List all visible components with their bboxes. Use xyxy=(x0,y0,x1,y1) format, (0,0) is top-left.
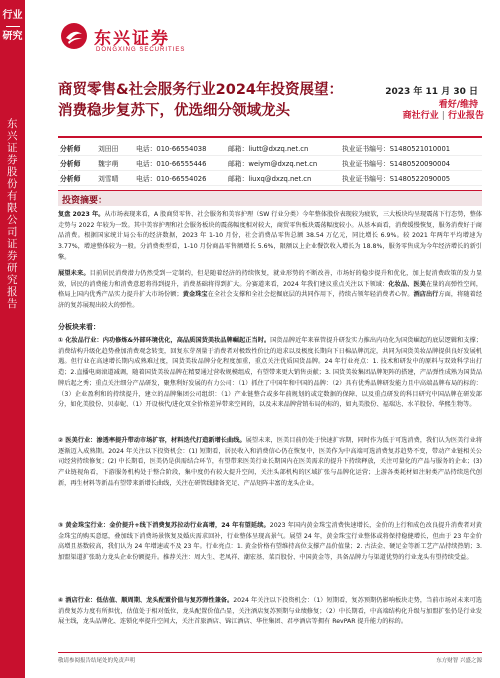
analyst-phone: 电话：010-66555446 xyxy=(136,160,207,168)
rating-badge: 看好/维持 xyxy=(438,100,478,110)
outlook-paragraph xyxy=(58,269,482,312)
logo-subtitle: DONGXING SECURITIES xyxy=(96,47,186,53)
analyst-row xyxy=(58,156,482,171)
logo-mark-icon xyxy=(60,22,88,50)
analyst-cert: 执业证书编号：S1480521010001 xyxy=(342,145,451,153)
analyst-table xyxy=(58,141,482,186)
section-header xyxy=(58,190,482,206)
analyst-row xyxy=(58,141,482,156)
item-text: 2023 年国内黄金珠宝消费快速增长，金价的上行和成色改良提升消费者对黄金珠宝的购买意愿，叠加线下消费场景恢复及婚庆需求回补，行业整体呈现高景气。展望 24 年，黄金珠宝行业整体或将保持稳健增长，但由于 23 年金价高增且基数较高，我们认为 24 年增速或不及 23 年。行业亮点：1. 黄金价格有望维持高位支撑产品价值量；2. 古法金、硬足金等新工艺产品持续热销；3. 加盟渠道扩张助力龙头企业份额提升。推荐关注：周大生、老凤祥、潮宏基、菜百股份、中国黄金等，具备品牌力与渠道优势的行业龙头有望持续受益。 xyxy=(58,522,482,562)
analyst-role: 分析师 xyxy=(60,145,81,153)
outlook-text: 目前居民消费潜力仍然受到一定制约，但是随着经济的持续恢复，就业形势的不断改善，市场好的稳步提升和优化，加上促消费政策的发力显效，居民的消费能力和消费意愿将得到提升，消费基础将得到扩大。分赛道来看，2024 年我们建议重点关注以下领域： xyxy=(58,270,482,288)
logo-name: 东兴证券 xyxy=(94,29,170,49)
item-jewelry xyxy=(58,521,482,564)
outlook-lead: 展望未来。 xyxy=(58,270,90,277)
sidebar-label-industry: 行业 xyxy=(2,10,23,21)
report-type-industry: 商社行业 xyxy=(402,111,439,121)
report-title: 商贸零售&社会服务行业2024年投资展望：消费稳步复苏下，优选细分领域龙头 xyxy=(58,82,343,119)
footer-disclaimer: 敬请参阅报告结尾处的免责声明 xyxy=(58,658,136,664)
analyst-role: 分析师 xyxy=(60,160,81,168)
report-date: 2023 年 11 月 30 日 xyxy=(385,87,478,97)
item-text: 2024 年关注以下投资机会：（1）短期看，复苏预期仍影响板块走势，当前市场对未来可选消费复苏力度有所担忧，估值处于相对低位，龙头配置价值凸显，关注酒店复苏预期与业绩修复；（2）中长期看，中高端结构化升级与加盟扩张仍是行业发展主线，龙头品牌化、连锁化率提升空间大，关注首旅酒店、锦江酒店、华住集团、君亭酒店等拥有 RevPAR 提升能力的标的。 xyxy=(58,597,482,626)
analyst-cert: 执业证书编号：S1480520090004 xyxy=(342,160,451,168)
sidebar-vertical-text: 东 兴 证 券 股 份 有 限 公 司 证 券 研 究 报 告 xyxy=(7,118,18,310)
report-type-kind: 行业报告 xyxy=(447,111,484,121)
analyst-phone: 电话：010-66554026 xyxy=(136,175,207,183)
analyst-email[interactable]: 邮箱：liuxq@dxzq.net.cn xyxy=(228,175,312,183)
item-lead: 化妆品行业：内功修炼&外部环境优化，高品质国货美妆品牌崛起正当时。 xyxy=(65,337,271,344)
review-lead: 复盘 2023 年。 xyxy=(58,211,105,218)
item-lead: 酒店行业：低估值、顺周期、龙头配置价值与复苏弹性兼备。 xyxy=(65,597,234,604)
analyst-email[interactable]: 邮箱：weiym@dxzq.net.cn xyxy=(228,160,318,168)
outlook-mid-2: 在全社会支撑和全社会挖掘底层的共同作用下，持续占领年轻消费者心智。 xyxy=(207,291,414,299)
item-text: 展望未来，医美目前仍处于快速扩容期，同时作为低于可选消费，我们认为医美行业将逐渐迈入成熟期。2024 年关注以下投资机会：(1) 短期看，居民收入和消费信心仍在恢复中，医美作为中高端可选消费复苏趋势不变，带动产业链相关公司经营持续修复；(2) 中长期看，医美仍是供需结合环节，有望带来医美行业长期国内在医美需求的提升下持续释放，关注可量化的产品与服务的企业；(3) 产业链视角看，下游服务机构处于整合阶段，集中度仍有较大提升空间，关注头部机构的区域扩张与品牌化运营；上游各类耗材如注射类产品持续迭代创新，再生材料等新品有望带来新增长曲线，关注在研管线储备充足、产品矩阵丰富的龙头企业。 xyxy=(58,437,483,487)
outlook-focus-cosmetics: 化妆品、医美 xyxy=(388,280,426,288)
sidebar-category xyxy=(0,10,25,43)
sidebar xyxy=(0,0,25,678)
analyst-cert: 执业证书编号：S1480522090005 xyxy=(342,175,451,183)
company-logo xyxy=(60,22,200,62)
page-footer xyxy=(58,652,482,664)
analyst-name: 魏宇萌 xyxy=(98,160,119,168)
analyst-name: 刘雪晴 xyxy=(98,175,119,183)
item-number: ④ xyxy=(58,597,64,604)
item-number: ② xyxy=(58,437,64,444)
item-lead: 医美行业：渗透率提升带动市场扩容，材料迭代打造新增长曲线。 xyxy=(65,437,246,444)
outlook-focus-hotel: 酒店出行 xyxy=(413,291,439,299)
analyst-role: 分析师 xyxy=(60,175,81,183)
item-text: 国货品牌近年来崔管提升研发实力推出内功化为国货崛起的底层逻辑和支撑；消费结构升级化趋势叠加消费观念转变，回复东芽剂量于消费者对极致性价比的追求以及极度长期向下日棉品牌沉淀，共同为国货美妆品牌提供良好发展机遇。但行业在高速增长期内成熟难过度，国货美妆品牌分化程度加重，重点关注优质国货品牌。24 年行业亮点：1. 技术和研发中的原料与双效科学出打造；2.直播电商滚道减调，随着国货美妆品牌在精要通过营收规模组成，有望带来更大销售贡献；3. 国货美妆集团品牌矩阵的搭建，产品弹性成熟为国货品牌后起之秀；重点关注细分产品研发，聚焦利好发展的有力公司：（1）抓住了中国年和中国的品牌：（2）具有优秀品牌研发能力且中高端品牌布局的标的：（3）企业盈利和的持续提升，建立的品牌集团公司组织：（1）产业链整合或多年前规划的或定数据的保障、以及重点研发的科目研究中国品牌在研发部分，如化美股份、贝泰妮、（1）开设核代/进化双全价格差异带来空间的，以及未来品牌营销布局的标的，如丸美股份、福瑞达、水羊股份、华熙生物等。 xyxy=(58,337,483,409)
footer-slogan: 东方财智 兴盛之源 xyxy=(436,658,482,664)
item-lead: 黄金珠宝行业：金价提升+线下消费复苏拉动行业高增，24 年有望延续。 xyxy=(65,522,270,529)
outlook-focus-jewelry: 黄金珠宝 xyxy=(182,291,208,299)
analyst-phone: 电话：010-66554038 xyxy=(136,145,207,153)
item-number: ③ xyxy=(58,522,64,529)
section-title: 投资摘要： xyxy=(62,196,108,206)
report-type: 商社行业 | 行业报告 xyxy=(402,111,484,121)
review-text: 从市场表现来看，A 股商贸零售、社会服务和美容护理（SW 行业分类）今年整体股价表现较为疲软，三大板块均呈现震荡下行态势，整体走势与 2022 年较为一致。其中美容护理和社会服务板块的震荡幅度相对较大，商贸零售板块震荡幅度较小。从基本面看，消费缓慢恢复，服务消费好于商品消费。根据国家统计局公布的经济数据，2023 年 1-10 月份，社会消费品零售总额 38.54 万亿元，同比增长 6.9%。较 2021 年两年平均增速为 3.77%，增速整体较为一般。分消费类型看，1-10 月份商品零售额增长 5.6%，限额以上企业餐饮收入增长为 18.8%，服务零售成为今年经济增长的新引擎。 xyxy=(58,211,482,261)
outlook-tail: 方面，将随着经济的复苏展现出较大的弹性。 xyxy=(58,291,483,310)
item-number: ① xyxy=(58,337,64,344)
outlook-mid-1: 在量的高弹性空间，格局上国内优秀产品实力提升扩大市场份额； xyxy=(58,280,483,299)
divider-top xyxy=(58,136,482,138)
subsection-heading: 分板块来看： xyxy=(58,323,100,331)
analyst-name: 刘田田 xyxy=(98,145,119,153)
sidebar-label-research: 研究 xyxy=(2,31,23,42)
analyst-email[interactable]: 邮箱：liutt@dxzq.net.cn xyxy=(228,145,309,153)
item-cosmetics xyxy=(58,336,482,411)
item-medical-aesthetics xyxy=(58,436,482,490)
analyst-row xyxy=(58,171,482,186)
item-hotel xyxy=(58,596,482,628)
review-paragraph xyxy=(58,210,482,264)
